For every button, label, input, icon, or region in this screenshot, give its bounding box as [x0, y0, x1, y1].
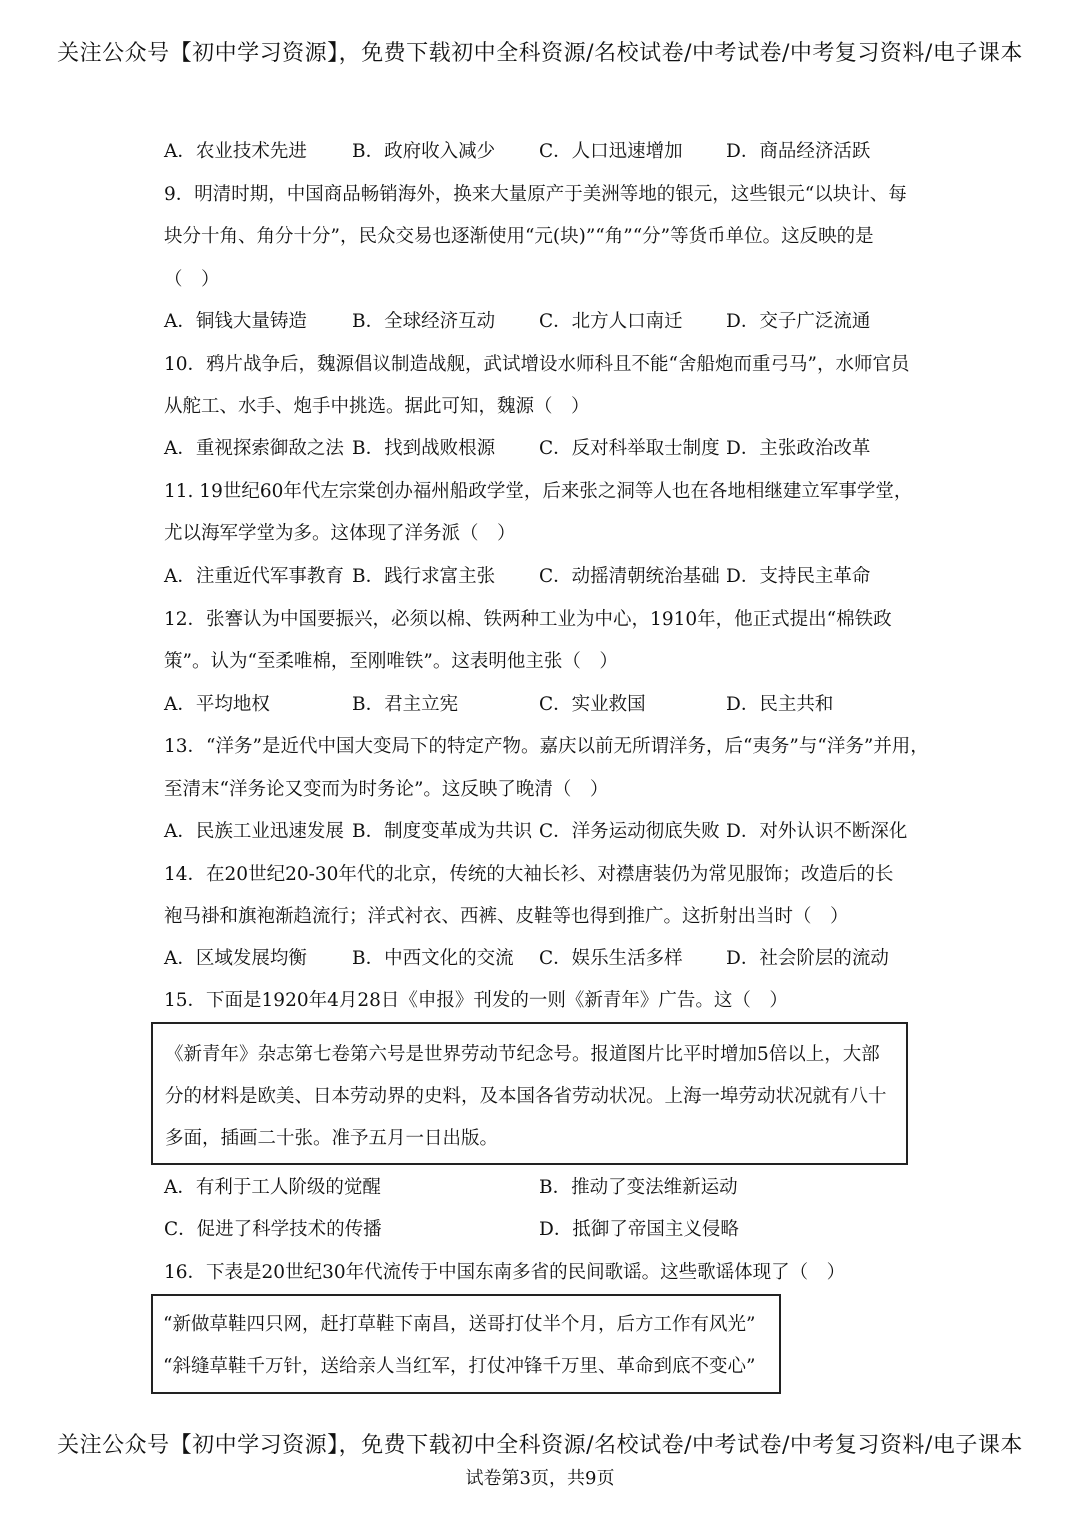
q15-quote-line-1: 《新青年》杂志第七卷第六号是世界劳动节纪念号。报道图片比平时增加5倍以上，大部 — [165, 1044, 880, 1065]
q8-option-a: A．农业技术先进 — [164, 141, 307, 162]
q15-option-d: D．抵御了帝国主义侵略 — [539, 1219, 739, 1240]
q13-option-a: A．民族工业迅速发展 — [164, 821, 344, 842]
q14-option-b: B．中西文化的交流 — [352, 948, 514, 969]
q9-stem-line-1: 9．明清时期，中国商品畅销海外，换来大量原产于美洲等地的银元，这些银元“以块计、每 — [164, 184, 907, 205]
q11-option-b: B．践行求富主张 — [352, 566, 496, 587]
q13-stem-line-1: 13．“洋务”是近代中国大变局下的特定产物。嘉庆以前无所谓洋务，后“夷务”与“洋务”并用， — [164, 736, 929, 757]
q13-option-d: D．对外认识不断深化 — [726, 821, 908, 842]
q16-stem-line-1: 16．下表是20世纪30年代流传于中国东南多省的民间歌谣。这些歌谣体现了（ ） — [164, 1262, 846, 1283]
q10-option-c: C．反对科举取士制度 — [539, 438, 720, 459]
q15-option-a: A．有利于工人阶级的觉醒 — [164, 1177, 381, 1198]
q8-option-d: D．商品经济活跃 — [726, 141, 871, 162]
q11-option-c: C．动摇清朝统治基础 — [539, 566, 720, 587]
q9-stem-line-2: 块分十角、角分十分”，民众交易也逐渐使用“元(块)”“角”“分”等货币单位。这反映的是 — [164, 226, 874, 247]
q12-option-d: D．民主共和 — [726, 694, 834, 715]
q12-option-b: B．君主立宪 — [352, 694, 459, 715]
q14-option-d: D．社会阶层的流动 — [726, 948, 889, 969]
q8-option-b: B．政府收入减少 — [352, 141, 496, 162]
q15-quote-line-3: 多面，插画二十张。准予五月一日出版。 — [165, 1128, 499, 1149]
q16-song-box — [151, 1294, 781, 1394]
q14-option-c: C．娱乐生活多样 — [539, 948, 683, 969]
q10-option-d: D．主张政治改革 — [726, 438, 871, 459]
q12-stem-line-2: 策”。认为“至柔唯棉，至刚唯铁”。这表明他主张（ ） — [164, 651, 618, 672]
q9-stem-line-3: （ ） — [164, 269, 220, 290]
page-footer: 试卷第3页，共9页 — [465, 1468, 615, 1489]
q14-stem-line-1: 14．在20世纪20-30年代的北京，传统的大袖长衫、对襟唐装仍为常见服饰；改造后的长 — [164, 864, 894, 885]
q15-quote-box — [151, 1022, 908, 1165]
q11-option-d: D．支持民主革命 — [726, 566, 871, 587]
q12-option-c: C．实业救国 — [539, 694, 646, 715]
q12-option-a: A．平均地权 — [164, 694, 270, 715]
q16-song-line-1: “新做草鞋四只网，赶打草鞋下南昌，送哥打仗半个月，后方工作有风光” — [163, 1314, 756, 1335]
promo-banner-top: 关注公众号【初中学习资源】，免费下载初中全科资源/名校试卷/中考试卷/中考复习资料/电子课本 — [57, 41, 1023, 66]
q12-stem-line-1: 12．张謇认为中国要振兴，必须以棉、铁两种工业为中心，1910年，他正式提出“棉铁政 — [164, 609, 892, 630]
q15-option-b: B．推动了变法维新运动 — [539, 1177, 738, 1198]
q8-option-c: C．人口迅速增加 — [539, 141, 683, 162]
q10-stem-line-2: 从舵工、水手、炮手中挑选。据此可知，魏源（ ） — [164, 396, 590, 417]
q16-song-line-2: “斜缝草鞋千万针，送给亲人当红军，打仗冲锋千万里、革命到底不变心” — [163, 1356, 756, 1377]
q9-option-b: B．全球经济互动 — [352, 311, 496, 332]
q13-option-b: B．制度变革成为共识 — [352, 821, 533, 842]
q11-stem-line-1: 11. 19世纪60年代左宗棠创办福州船政学堂，后来张之洞等人也在各地相继建立军事学堂， — [164, 481, 913, 502]
q9-option-a: A．铜钱大量铸造 — [164, 311, 307, 332]
promo-banner-bottom: 关注公众号【初中学习资源】，免费下载初中全科资源/名校试卷/中考试卷/中考复习资料/电子课本 — [57, 1433, 1023, 1458]
q15-quote-line-2: 分的材料是欧美、日本劳动界的史料，及本国各省劳动状况。上海一埠劳动状况就有八十 — [165, 1086, 887, 1107]
q11-option-a: A．注重近代军事教育 — [164, 566, 344, 587]
q10-option-a: A．重视探索御敌之法 — [164, 438, 344, 459]
q15-option-c: C．促进了科学技术的传播 — [164, 1219, 382, 1240]
q13-option-c: C．洋务运动彻底失败 — [539, 821, 720, 842]
q14-option-a: A．区域发展均衡 — [164, 948, 307, 969]
q10-option-b: B．找到战败根源 — [352, 438, 496, 459]
q15-stem-line-1: 15．下面是1920年4月28日《申报》刊发的一则《新青年》广告。这（ ） — [164, 990, 788, 1011]
q14-stem-line-2: 袍马褂和旗袍渐趋流行；洋式衬衣、西裤、皮鞋等也得到推广。这折射出当时（ ） — [164, 906, 849, 927]
q9-option-c: C．北方人口南迁 — [539, 311, 683, 332]
q10-stem-line-1: 10．鸦片战争后，魏源倡议制造战舰，武试增设水师科且不能“舍船炮而重弓马”，水师官员 — [164, 354, 910, 375]
q13-stem-line-2: 至清末“洋务论又变而为时务论”。这反映了晚清（ ） — [164, 779, 609, 800]
q9-option-d: D．交子广泛流通 — [726, 311, 871, 332]
q11-stem-line-2: 尤以海军学堂为多。这体现了洋务派（ ） — [164, 523, 516, 544]
